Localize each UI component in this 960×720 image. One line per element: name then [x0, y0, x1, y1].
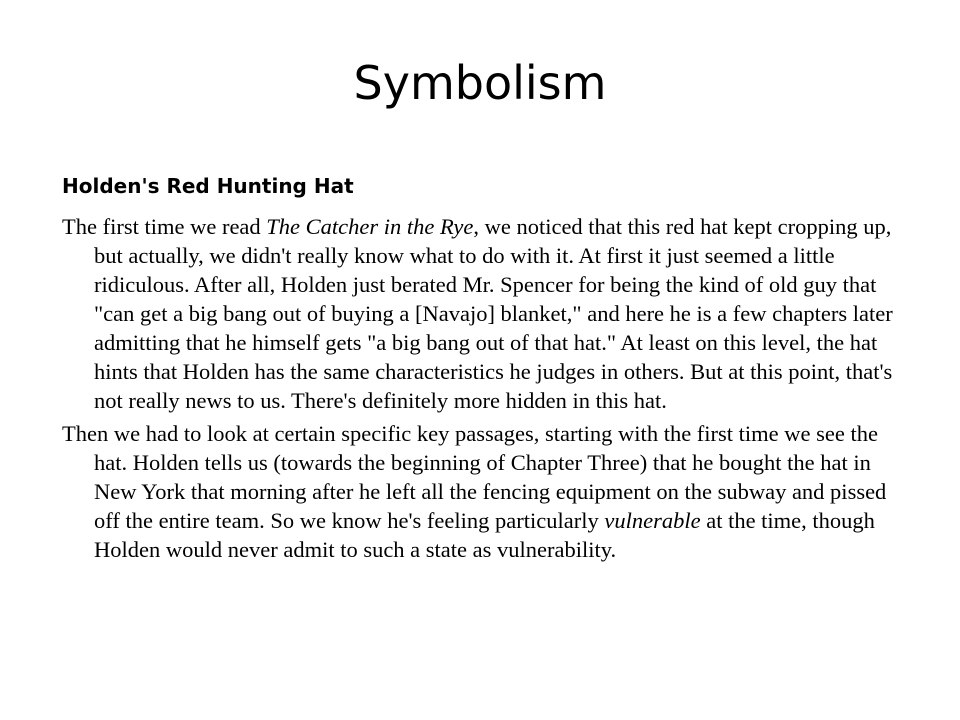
- vulnerable-italic: vulnerable: [604, 508, 701, 533]
- slide-title: Symbolism: [353, 56, 607, 110]
- paragraph-1: [62, 212, 912, 415]
- paragraph-2: [62, 419, 912, 564]
- paragraph-1-text-a: The first time we read: [62, 214, 267, 239]
- paragraph-2-text-b: at the time, though Holden would never admit to such a state as vulnerability.: [94, 508, 875, 562]
- slide-body: [62, 172, 912, 568]
- subheading: Holden's Red Hunting Hat: [62, 174, 354, 198]
- book-title-italic: The Catcher in the Rye: [266, 214, 474, 239]
- paragraph-2-text-a: Then we had to look at certain specific key passages, starting with the first time we see the hat. Holden tells us (towards the beginning of Chapter Three) that he bought the hat in New York that morning after he left all the fencing equipment on the subway and pissed off the entire team. So we know he's feeling particularly: [62, 421, 887, 533]
- paragraph-1-text-b: , we noticed that this red hat kept cropping up, but actually, we didn't really know what to do with it. At first it just seemed a little ridiculous. After all, Holden just berated Mr. Spencer for being the kind of old guy that "can get a big bang out of buying a [Navajo] blanket," and here he is a few chapters later admitting that he himself gets "a big bang out of that hat." At least on this level, the hat hints that Holden has the same characteristics he judges in others. But at this point, that's not really news to us. There's definitely more hidden in this hat.: [94, 214, 893, 413]
